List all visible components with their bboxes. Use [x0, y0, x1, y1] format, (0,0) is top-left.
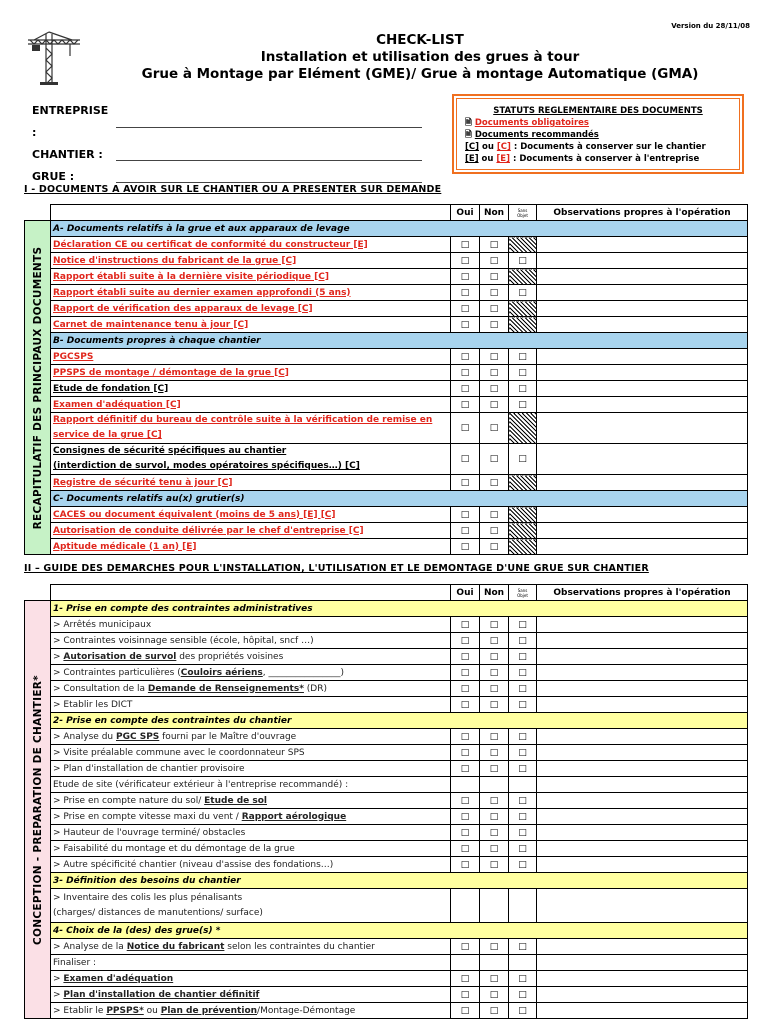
key-document: Demande de Renseignements* — [147, 683, 304, 694]
guide-item — [51, 809, 451, 825]
checkbox-non[interactable]: □ — [480, 987, 509, 1003]
doc-item: Aptitude médicale (1 an) [E] — [51, 539, 451, 555]
key-document: Autorisation de survol — [63, 651, 177, 662]
item-text: > — [53, 989, 64, 1000]
group-b-header: B- Documents propres à chaque chantier — [51, 333, 748, 349]
col-sans-objet: Sans Objet — [509, 205, 537, 221]
observation-cell[interactable] — [537, 987, 748, 1003]
legend-c-black: [C] — [465, 142, 480, 152]
na-cell — [509, 301, 537, 317]
observation-cell[interactable] — [537, 475, 748, 491]
checkbox-oui[interactable]: □ — [451, 633, 480, 649]
item-text: > Contraintes particulières ( — [53, 667, 181, 678]
file-icon: 🗎 — [465, 130, 472, 140]
checkbox-oui[interactable]: □ — [451, 365, 480, 381]
item-text: > Inventaire des colis les plus pénalisants — [53, 892, 243, 903]
checkbox-non[interactable]: □ — [480, 809, 509, 825]
checkbox-so[interactable]: □ — [509, 857, 537, 873]
guide-item — [51, 665, 451, 681]
checkbox-oui[interactable]: □ — [451, 253, 480, 269]
checkbox-non[interactable]: □ — [480, 939, 509, 955]
checkbox-so[interactable]: □ — [509, 745, 537, 761]
col-non: Non — [480, 585, 509, 601]
col-observations: Observations propres à l'opération — [537, 585, 748, 601]
group-a-header: A- Documents relatifs à la grue et aux apparaux de levage — [51, 221, 748, 237]
guide-item — [51, 971, 451, 987]
observation-cell[interactable] — [537, 444, 748, 475]
key-document: Examen d'adéquation — [63, 973, 174, 984]
na-cell — [509, 475, 537, 491]
group-c-header: C- Documents relatifs au(x) grutier(s) — [51, 491, 748, 507]
observation-cell[interactable] — [537, 809, 748, 825]
key-document: Notice du fabricant — [126, 941, 225, 952]
na-cell — [509, 237, 537, 253]
doc-item: Rapport de vérification des apparaux de levage [C] — [51, 301, 451, 317]
checkbox-so[interactable]: □ — [509, 825, 537, 841]
grue-label: GRUE : — [32, 170, 75, 183]
empty-cell-oui — [451, 955, 480, 971]
observation-cell[interactable] — [537, 729, 748, 745]
key-document: PPSPS* — [106, 1005, 144, 1016]
checkbox-oui[interactable]: □ — [451, 793, 480, 809]
checkbox-non[interactable]: □ — [480, 397, 509, 413]
checkbox-non[interactable]: □ — [480, 381, 509, 397]
col-non: Non — [480, 205, 509, 221]
guide-item: > Faisabilité du montage et du démontage de la grue — [51, 841, 451, 857]
documents-table — [24, 204, 748, 555]
col-observations: Observations propres à l'opération — [537, 205, 748, 221]
checkbox-non[interactable]: □ — [480, 349, 509, 365]
guide-table — [24, 584, 748, 1019]
checkbox-non[interactable]: □ — [480, 665, 509, 681]
guide-item — [51, 729, 451, 745]
checkbox-oui[interactable]: □ — [451, 809, 480, 825]
guide-item: Etude de site (vérificateur extérieur à l'entreprise recommandé) : — [51, 777, 451, 793]
file-icon: 🗎 — [465, 118, 472, 128]
observation-cell[interactable] — [537, 397, 748, 413]
observation-cell[interactable] — [537, 971, 748, 987]
observation-cell[interactable] — [537, 523, 748, 539]
checkbox-non[interactable]: □ — [480, 825, 509, 841]
item-text: > — [53, 651, 64, 662]
checkbox-oui[interactable]: □ — [451, 617, 480, 633]
crane-icon — [26, 30, 82, 86]
checkbox-oui[interactable]: □ — [451, 475, 480, 491]
observation-cell[interactable] — [537, 793, 748, 809]
checkbox-non[interactable]: □ — [480, 301, 509, 317]
checkbox-so[interactable]: □ — [509, 285, 537, 301]
doc-item: PPSPS de montage / démontage de la grue [C] — [51, 365, 451, 381]
item-text: fourni par le Maître d'ouvrage — [159, 731, 297, 742]
checkbox-oui[interactable]: □ — [451, 301, 480, 317]
checkbox-oui[interactable]: □ — [451, 523, 480, 539]
entreprise-label: ENTREPRISE : — [32, 104, 109, 139]
document-title — [110, 32, 730, 83]
checkbox-so[interactable]: □ — [509, 349, 537, 365]
observation-cell[interactable] — [537, 841, 748, 857]
doc-item: Notice d'instructions du fabricant de la grue [C] — [51, 253, 451, 269]
checkbox-non[interactable]: □ — [480, 413, 509, 444]
observation-cell[interactable] — [537, 413, 748, 444]
col-sans-objet: Sans Objet — [509, 585, 537, 601]
legend-c-red: [C] — [496, 142, 511, 152]
checkbox-non[interactable]: □ — [480, 507, 509, 523]
doc-item: Rapport définitif du bureau de contrôle suite à la vérification de remise en service de la grue [C] — [51, 413, 451, 444]
checkbox-oui[interactable]: □ — [451, 507, 480, 523]
empty-cell-non — [480, 889, 509, 923]
status-legend-heading: STATUTS REGLEMENTAIRE DES DOCUMENTS — [493, 106, 703, 116]
observation-cell[interactable] — [537, 889, 748, 923]
legend-e-red: [E] — [496, 154, 510, 164]
checkbox-oui[interactable]: □ — [451, 1003, 480, 1019]
checkbox-non[interactable]: □ — [480, 793, 509, 809]
checkbox-so[interactable]: □ — [509, 381, 537, 397]
item-text: > Analyse du — [53, 731, 116, 742]
checkbox-oui[interactable]: □ — [451, 381, 480, 397]
legend-recommandes: Documents recommandés — [474, 130, 599, 140]
empty-cell-oui — [451, 889, 480, 923]
observation-cell[interactable] — [537, 745, 748, 761]
item-text: > Etablir le — [53, 1005, 107, 1016]
legend-obligatoires: Documents obligatoires — [474, 118, 589, 128]
key-document: Plan d'installation de chantier définitif — [63, 989, 260, 1000]
observation-cell[interactable] — [537, 1003, 748, 1019]
item-text: , ________________) — [262, 667, 344, 678]
key-document: Plan de prévention — [160, 1005, 258, 1016]
group-header: 4- Choix de la (des) des grue(s) * — [51, 923, 748, 939]
observation-cell[interactable] — [537, 955, 748, 971]
key-document: Etude de sol — [204, 795, 267, 806]
doc-item: PGCSPS — [51, 349, 451, 365]
group-header: 2- Prise en compte des contraintes du chantier — [51, 713, 748, 729]
na-cell — [509, 317, 537, 333]
group-header: 1- Prise en compte des contraintes administratives — [51, 601, 748, 617]
observation-cell[interactable] — [537, 939, 748, 955]
checkbox-so[interactable]: □ — [509, 444, 537, 475]
na-cell — [509, 413, 537, 444]
guide-item: > Autre spécificité chantier (niveau d'assise des fondations…) — [51, 857, 451, 873]
doc-item: Déclaration CE ou certificat de conformité du constructeur [E] — [51, 237, 451, 253]
doc-item: CACES ou document équivalent (moins de 5 ans) [E] [C] — [51, 507, 451, 523]
checkbox-non[interactable]: □ — [480, 857, 509, 873]
empty-cell-oui — [451, 777, 480, 793]
legend-c-desc: : Documents à conserver sur le chantier — [513, 142, 706, 152]
checkbox-oui[interactable]: □ — [451, 971, 480, 987]
guide-item — [51, 1003, 451, 1019]
observation-cell[interactable] — [537, 825, 748, 841]
section2-side-label: CONCEPTION - PREPARATION DE CHANTIER* — [25, 601, 51, 1019]
doc-item: Consignes de sécurité spécifiques au chantier (interdiction de survol, modes opératoires spécifiques…) [C] — [51, 444, 451, 475]
checkbox-oui[interactable]: □ — [451, 729, 480, 745]
checkbox-oui[interactable]: □ — [451, 413, 480, 444]
observation-cell[interactable] — [537, 649, 748, 665]
checkbox-so[interactable]: □ — [509, 793, 537, 809]
item-text: > Consultation de la — [53, 683, 148, 694]
checkbox-oui[interactable]: □ — [451, 939, 480, 955]
checkbox-non[interactable]: □ — [480, 365, 509, 381]
observation-cell[interactable] — [537, 381, 748, 397]
checkbox-oui[interactable]: □ — [451, 987, 480, 1003]
item-text: (DR) — [303, 683, 327, 694]
checkbox-non[interactable]: □ — [480, 523, 509, 539]
observation-cell[interactable] — [537, 617, 748, 633]
key-document: Rapport aérologique — [241, 811, 347, 822]
checkbox-oui[interactable]: □ — [451, 317, 480, 333]
doc-item: Carnet de maintenance tenu à jour [C] — [51, 317, 451, 333]
chantier-field[interactable] — [116, 149, 422, 161]
checkbox-so[interactable]: □ — [509, 397, 537, 413]
item-text: > — [53, 973, 64, 984]
observation-cell[interactable] — [537, 269, 748, 285]
checkbox-oui[interactable]: □ — [451, 349, 480, 365]
checkbox-so[interactable]: □ — [509, 761, 537, 777]
legend-e-black: [E] — [465, 154, 479, 164]
observation-cell[interactable] — [537, 317, 748, 333]
guide-item — [51, 939, 451, 955]
checkbox-non[interactable]: □ — [480, 253, 509, 269]
observation-cell[interactable] — [537, 857, 748, 873]
guide-item: > Contraintes voisinnage sensible (école, hôpital, sncf …) — [51, 633, 451, 649]
guide-item: > Visite préalable commune avec le coordonnateur SPS — [51, 745, 451, 761]
item-text: > Analyse de la — [53, 941, 127, 952]
checkbox-oui[interactable]: □ — [451, 761, 480, 777]
observation-cell[interactable] — [537, 507, 748, 523]
checkbox-non[interactable]: □ — [480, 539, 509, 555]
section2-heading: II – GUIDE DES DEMARCHES POUR L'INSTALLATION, L'UTILISATION ET LE DEMONTAGE D'UNE GRUE SUR CHANTIER — [24, 563, 649, 574]
checkbox-oui[interactable]: □ — [451, 444, 480, 475]
observation-cell[interactable] — [537, 761, 748, 777]
checkbox-non[interactable]: □ — [480, 729, 509, 745]
doc-item: Registre de sécurité tenu à jour [C] — [51, 475, 451, 491]
checkbox-oui[interactable]: □ — [451, 681, 480, 697]
doc-item: Autorisation de conduite délivrée par le chef d'entreprise [C] — [51, 523, 451, 539]
legend-e-desc: : Documents à conserver à l'entreprise — [512, 154, 700, 164]
checkbox-oui[interactable]: □ — [451, 269, 480, 285]
checkbox-oui[interactable]: □ — [451, 649, 480, 665]
checkbox-oui[interactable]: □ — [451, 857, 480, 873]
checkbox-oui[interactable]: □ — [451, 665, 480, 681]
na-cell — [509, 507, 537, 523]
doc-item: Examen d'adéquation [C] — [51, 397, 451, 413]
checkbox-so[interactable]: □ — [509, 987, 537, 1003]
checkbox-non[interactable]: □ — [480, 1003, 509, 1019]
key-document: Couloirs aériens — [180, 667, 263, 678]
checkbox-so[interactable]: □ — [509, 809, 537, 825]
checkbox-non[interactable]: □ — [480, 475, 509, 491]
checkbox-oui[interactable]: □ — [451, 237, 480, 253]
item-text: > Prise en compte vitesse maxi du vent / — [53, 811, 242, 822]
checkbox-non[interactable]: □ — [480, 617, 509, 633]
checkbox-so[interactable]: □ — [509, 665, 537, 681]
checkbox-oui[interactable]: □ — [451, 539, 480, 555]
guide-item — [51, 889, 451, 923]
legend-or: ou — [481, 142, 494, 152]
na-cell — [509, 269, 537, 285]
section1-side-label: RECAPITULATIF DES PRINCIPAUX DOCUMENTS — [25, 221, 51, 555]
checkbox-non[interactable]: □ — [480, 237, 509, 253]
checkbox-so[interactable]: □ — [509, 729, 537, 745]
na-cell — [509, 523, 537, 539]
checkbox-oui[interactable]: □ — [451, 745, 480, 761]
empty-cell-non — [480, 777, 509, 793]
checkbox-non[interactable]: □ — [480, 649, 509, 665]
checkbox-oui[interactable]: □ — [451, 841, 480, 857]
empty-cell-so — [509, 955, 537, 971]
guide-item: Finaliser : — [51, 955, 451, 971]
item-text: selon les contraintes du chantier — [224, 941, 375, 952]
guide-item — [51, 649, 451, 665]
checkbox-so[interactable]: □ — [509, 841, 537, 857]
item-text: (charges/ distances de manutentions/ surface) — [53, 907, 263, 918]
checkbox-oui[interactable]: □ — [451, 285, 480, 301]
observation-cell[interactable] — [537, 697, 748, 713]
item-text: /Montage-Démontage — [257, 1005, 356, 1016]
checkbox-oui[interactable]: □ — [451, 825, 480, 841]
version-label: Version du 28/11/08 — [671, 22, 750, 30]
item-text: > Prise en compte nature du sol/ — [53, 795, 205, 806]
checkbox-so[interactable]: □ — [509, 253, 537, 269]
checkbox-non[interactable]: □ — [480, 633, 509, 649]
title-line3: Grue à Montage par Elément (GME)/ Grue à montage Automatique (GMA) — [141, 66, 699, 82]
item-text: ou — [143, 1005, 161, 1016]
col-oui: Oui — [451, 585, 480, 601]
checkbox-so[interactable]: □ — [509, 649, 537, 665]
checkbox-non[interactable]: □ — [480, 285, 509, 301]
item-text: des propriétés voisines — [176, 651, 284, 662]
guide-item: > Arrêtés municipaux — [51, 617, 451, 633]
empty-cell-so — [509, 889, 537, 923]
guide-item — [51, 987, 451, 1003]
checkbox-so[interactable]: □ — [509, 1003, 537, 1019]
guide-item: > Plan d'installation de chantier provisoire — [51, 761, 451, 777]
grue-field[interactable] — [116, 171, 422, 183]
observation-cell[interactable] — [537, 665, 748, 681]
col-oui: Oui — [451, 205, 480, 221]
guide-item: > Hauteur de l'ouvrage terminé/ obstacles — [51, 825, 451, 841]
status-legend-box — [452, 94, 744, 174]
checkbox-so[interactable]: □ — [509, 697, 537, 713]
checkbox-non[interactable]: □ — [480, 444, 509, 475]
key-document: PGC SPS — [115, 731, 160, 742]
checkbox-non[interactable]: □ — [480, 745, 509, 761]
observation-cell[interactable] — [537, 237, 748, 253]
checkbox-non[interactable]: □ — [480, 317, 509, 333]
checkbox-non[interactable]: □ — [480, 971, 509, 987]
checkbox-non[interactable]: □ — [480, 697, 509, 713]
empty-cell-so — [509, 777, 537, 793]
title-line2: Installation et utilisation des grues à tour — [260, 49, 580, 65]
guide-item — [51, 681, 451, 697]
checkbox-so[interactable]: □ — [509, 681, 537, 697]
chantier-label: CHANTIER : — [32, 148, 103, 161]
observation-cell[interactable] — [537, 349, 748, 365]
corner-cell — [25, 205, 51, 221]
doc-item: Rapport établi suite au dernier examen approfondi (5 ans) — [51, 285, 451, 301]
section1-heading: I - DOCUMENTS A AVOIR SUR LE CHANTIER OU A PRESENTER SUR DEMANDE — [24, 184, 442, 195]
entreprise-field[interactable] — [116, 116, 422, 128]
title-line1: CHECK-LIST — [376, 32, 464, 48]
checkbox-non[interactable]: □ — [480, 841, 509, 857]
guide-item: > Etablir les DICT — [51, 697, 451, 713]
checkbox-non[interactable]: □ — [480, 269, 509, 285]
identification-form — [32, 100, 422, 188]
checkbox-so[interactable]: □ — [509, 971, 537, 987]
checkbox-so[interactable]: □ — [509, 939, 537, 955]
observation-cell[interactable] — [537, 285, 748, 301]
checkbox-oui[interactable]: □ — [451, 697, 480, 713]
observation-cell[interactable] — [537, 681, 748, 697]
checkbox-oui[interactable]: □ — [451, 397, 480, 413]
checkbox-non[interactable]: □ — [480, 761, 509, 777]
checkbox-so[interactable]: □ — [509, 617, 537, 633]
guide-item — [51, 793, 451, 809]
observation-cell[interactable] — [537, 539, 748, 555]
checkbox-non[interactable]: □ — [480, 681, 509, 697]
observation-cell[interactable] — [537, 777, 748, 793]
observation-cell[interactable] — [537, 365, 748, 381]
observation-cell[interactable] — [537, 301, 748, 317]
checkbox-so[interactable]: □ — [509, 633, 537, 649]
observation-cell[interactable] — [537, 253, 748, 269]
doc-item: Etude de fondation [C] — [51, 381, 451, 397]
doc-item: Rapport établi suite à la dernière visite périodique [C] — [51, 269, 451, 285]
empty-cell-non — [480, 955, 509, 971]
na-cell — [509, 539, 537, 555]
group-header: 3- Définition des besoins du chantier — [51, 873, 748, 889]
checkbox-so[interactable]: □ — [509, 365, 537, 381]
observation-cell[interactable] — [537, 633, 748, 649]
legend-or: ou — [481, 154, 494, 164]
